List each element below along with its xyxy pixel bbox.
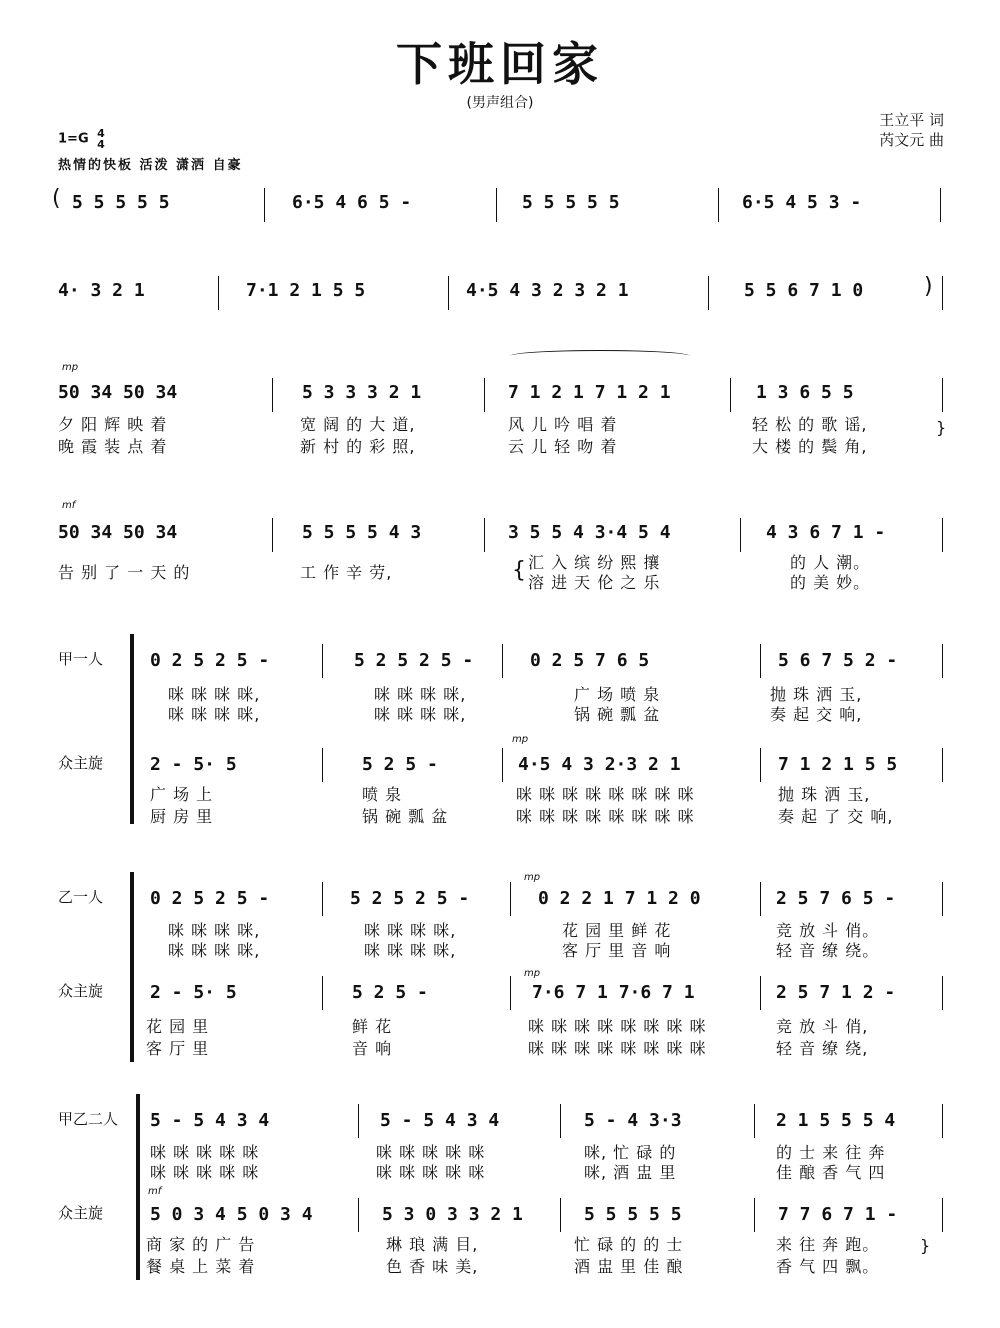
barline <box>502 748 503 782</box>
barline <box>942 748 943 782</box>
dynamic-mark: mp <box>524 872 541 883</box>
barline <box>760 976 761 1010</box>
barline <box>942 644 943 678</box>
barline <box>218 276 219 310</box>
lyric-line: 广 场 上 <box>150 785 214 804</box>
lyric-line: 大 楼 的 鬓 角, <box>752 437 868 456</box>
lyric-line: 奏 起 了 交 响, <box>778 807 894 826</box>
barline <box>942 882 943 916</box>
lyric-line: 咪 咪 咪 咪 咪 <box>376 1143 486 1162</box>
system-bracket <box>136 1094 140 1280</box>
part-label: 众主旋 <box>58 754 104 772</box>
lyric-line: 奏 起 交 响, <box>770 705 863 724</box>
lyric-line: 咪 咪 咪 咪 咪 <box>150 1143 260 1162</box>
key-signature <box>58 128 105 150</box>
barline <box>322 976 323 1010</box>
barline <box>484 518 485 552</box>
notes-m1: 5 5 5 5 5 <box>72 192 170 213</box>
notes-m4: 2 5 7 1 2 - <box>776 982 896 1003</box>
barline <box>718 188 719 222</box>
lyric-line: 咪 咪 咪 咪, <box>374 685 467 704</box>
lyric-line: 花 园 里 <box>146 1017 210 1036</box>
lyric-line: 鲜 花 <box>352 1017 393 1036</box>
composer: 芮文元 曲 <box>879 131 944 149</box>
notes-m4: 7 7 6 7 1 - <box>778 1204 898 1225</box>
notes-m1: 2 - 5· 5 <box>150 754 237 775</box>
barline <box>730 378 731 412</box>
lyric-line: 轻 松 的 歌 谣, <box>752 415 868 434</box>
notes-m1: 0 2 5 2 5 - <box>150 650 270 671</box>
barline <box>760 644 761 678</box>
lyric-line: 佳 酿 香 气 四 <box>776 1163 886 1182</box>
notes-m1: 5 - 5 4 3 4 <box>150 1110 270 1131</box>
notes-m2: 5 3 0 3 3 2 1 <box>382 1204 523 1225</box>
lyric-line: 风 儿 吟 唱 着 <box>508 415 618 434</box>
notes-m3: 0 2 5 7 6 5 <box>530 650 650 671</box>
close-paren: ) <box>924 274 933 299</box>
notes-m2: 5 2 5 2 5 - <box>354 650 474 671</box>
part-label: 甲一人 <box>58 650 104 668</box>
meter-bottom: 4 <box>97 138 105 151</box>
lyric-line: 咪, 酒 盅 里 <box>584 1163 677 1182</box>
barline <box>322 882 323 916</box>
lyric-line: 抛 珠 洒 玉, <box>770 685 863 704</box>
notes-m2: 5 2 5 - <box>352 982 428 1003</box>
barline <box>754 1104 755 1138</box>
notes-m4: 6·5 4 5 3 - <box>742 192 862 213</box>
lyric-line: 咪 咪 咪 咪 咪 咪 咪 咪 <box>528 1039 707 1058</box>
barline <box>942 518 943 552</box>
notes-m1: 50 34 50 34 <box>58 522 178 543</box>
lyric-line: 咪 咪 咪 咪 咪 <box>150 1163 260 1182</box>
key-label: 1=G <box>58 131 89 147</box>
barline <box>322 748 323 782</box>
notes-m3: 7·6 7 1 7·6 7 1 <box>532 982 695 1003</box>
meter-top: 4 <box>97 127 105 140</box>
dynamic-mark: mf <box>148 1186 162 1197</box>
part-label: 众主旋 <box>58 1204 104 1222</box>
lyric-line: 咪 咪 咪 咪, <box>168 705 261 724</box>
barline <box>760 882 761 916</box>
notes-m3: 7 1 2 1 7 1 2 1 <box>508 382 671 403</box>
notes-m1: 4· 3 2 1 <box>58 280 145 301</box>
open-paren: ( <box>52 186 61 211</box>
notes-m2: 5 2 5 - <box>362 754 438 775</box>
barline <box>264 188 265 222</box>
lyric-line: 竞 放 斗 俏。 <box>776 921 880 940</box>
barline <box>484 378 485 412</box>
barline <box>510 882 511 916</box>
part-label: 甲乙二人 <box>58 1110 119 1128</box>
notes-m4: 2 5 7 6 5 - <box>776 888 896 909</box>
notes-m3: 4·5 4 3 2 3 2 1 <box>466 280 629 301</box>
barline <box>760 748 761 782</box>
barline <box>942 378 943 412</box>
lyric-line: 咪 咪 咪 咪 咪 <box>376 1163 486 1182</box>
lyric-line: 咪, 忙 碌 的 <box>584 1143 677 1162</box>
song-subtitle: (男声组合) <box>466 95 534 111</box>
notes-m3: 5 5 5 5 5 <box>522 192 620 213</box>
lyric-line: 咪 咪 咪 咪 咪 咪 咪 咪 <box>516 785 695 804</box>
lyric-brace: } <box>936 418 947 437</box>
barline <box>448 276 449 310</box>
dynamic-mark: mf <box>62 500 76 511</box>
notes-m1: 5 0 3 4 5 0 3 4 <box>150 1204 313 1225</box>
notes-m3: 4·5 4 3 2·3 2 1 <box>518 754 681 775</box>
lyric-line: 咪 咪 咪 咪, <box>364 921 457 940</box>
notes-m2: 5 2 5 2 5 - <box>350 888 470 909</box>
lyric-line: 花 园 里 鲜 花 <box>562 921 672 940</box>
notes-m4: 7 1 2 1 5 5 <box>778 754 898 775</box>
barline <box>272 378 273 412</box>
lyric-line: 色 香 味 美, <box>386 1257 479 1276</box>
crescendo-mark <box>510 350 690 356</box>
barline <box>942 976 943 1010</box>
notes-m4: 5 5 6 7 1 0 <box>744 280 864 301</box>
dynamic-mark: mp <box>512 734 529 745</box>
barline <box>322 644 323 678</box>
barline <box>754 1198 755 1232</box>
lyric-line: 工 作 辛 劳, <box>300 563 393 582</box>
barline <box>560 1104 561 1138</box>
lyric-line: 咪 咪 咪 咪, <box>374 705 467 724</box>
barline <box>942 276 943 310</box>
part-label: 众主旋 <box>58 982 104 1000</box>
lyric-line: 厨 房 里 <box>150 807 214 826</box>
barline <box>942 1104 943 1138</box>
system-bracket <box>130 634 134 824</box>
lyricist: 王立平 词 <box>879 111 944 129</box>
tempo-marking: 热情的快板 活泼 潇洒 自豪 <box>58 158 243 173</box>
notes-m2: 5 5 5 5 4 3 <box>302 522 422 543</box>
lyric-line: 酒 盅 里 佳 酿 <box>574 1257 684 1276</box>
lyric-line: 咪 咪 咪 咪, <box>168 921 261 940</box>
lyric-line: 的 人 潮。 <box>790 553 871 572</box>
time-signature <box>97 128 105 150</box>
barline <box>708 276 709 310</box>
lyric-line: 忙 碌 的 的 士 <box>574 1235 684 1254</box>
lyric-line: 喷 泉 <box>362 785 403 804</box>
lyric-line: 香 气 四 飘。 <box>776 1257 880 1276</box>
lyric-line: 咪 咪 咪 咪 咪 咪 咪 咪 <box>528 1017 707 1036</box>
lyric-line: 的 美 妙。 <box>790 573 871 592</box>
lyric-line: 咪 咪 咪 咪, <box>364 941 457 960</box>
barline <box>496 188 497 222</box>
lyric-line: 音 响 <box>352 1039 393 1058</box>
lyric-line: 锅 碗 瓢 盆 <box>574 705 661 724</box>
lyric-line: 溶 进 天 伦 之 乐 <box>528 573 661 592</box>
system-bracket <box>130 872 134 1062</box>
lyric-line: 汇 入 缤 纷 熙 攘 <box>528 553 661 572</box>
notes-m2: 5 3 3 3 2 1 <box>302 382 422 403</box>
notes-m3: 5 - 4 3·3 <box>584 1110 682 1131</box>
lyric-brace: { <box>512 558 526 583</box>
notes-m3: 3 5 5 4 3·4 5 4 <box>508 522 671 543</box>
lyric-line: 告 别 了 一 天 的 <box>58 563 191 582</box>
notes-m1: 2 - 5· 5 <box>150 982 237 1003</box>
barline <box>510 976 511 1010</box>
lyric-line: 夕 阳 辉 映 着 <box>58 415 168 434</box>
lyric-line: 琳 琅 满 目, <box>386 1235 479 1254</box>
lyric-line: 轻 音 缭 绕, <box>776 1039 869 1058</box>
lyric-line: 广 场 喷 泉 <box>574 685 661 704</box>
lyric-line: 晚 霞 装 点 着 <box>58 437 168 456</box>
lyric-line: 客 厅 里 <box>146 1039 210 1058</box>
notes-m2: 7·1 2 1 5 5 <box>246 280 366 301</box>
credits <box>879 110 944 150</box>
barline <box>940 188 941 222</box>
lyric-line: 商 家 的 广 告 <box>146 1235 256 1254</box>
notes-m4: 5 6 7 5 2 - <box>778 650 898 671</box>
barline <box>740 518 741 552</box>
notes-m4: 1 3 6 5 5 <box>756 382 854 403</box>
barline <box>560 1198 561 1232</box>
lyric-line: 新 村 的 彩 照, <box>300 437 416 456</box>
barline <box>502 644 503 678</box>
lyric-line: 抛 珠 洒 玉, <box>778 785 871 804</box>
notes-m1: 0 2 5 2 5 - <box>150 888 270 909</box>
notes-m1: 50 34 50 34 <box>58 382 178 403</box>
barline <box>272 518 273 552</box>
song-title: 下班回家 <box>396 37 604 91</box>
lyric-line: 的 士 来 往 奔 <box>776 1143 886 1162</box>
lyric-line: 咪 咪 咪 咪 咪 咪 咪 咪 <box>516 807 695 826</box>
barline <box>942 1198 943 1232</box>
notes-m2: 6·5 4 6 5 - <box>292 192 412 213</box>
lyric-line: 锅 碗 瓢 盆 <box>362 807 449 826</box>
lyric-line: 宽 阔 的 大 道, <box>300 415 416 434</box>
lyric-brace: } <box>920 1236 931 1255</box>
notes-m3: 5 5 5 5 5 <box>584 1204 682 1225</box>
lyric-line: 餐 桌 上 菜 着 <box>146 1257 256 1276</box>
part-label: 乙一人 <box>58 888 104 906</box>
lyric-line: 咪 咪 咪 咪, <box>168 941 261 960</box>
lyric-line: 轻 音 缭 绕。 <box>776 941 880 960</box>
lyric-line: 来 往 奔 跑。 <box>776 1235 880 1254</box>
notes-m2: 5 - 5 4 3 4 <box>380 1110 500 1131</box>
lyric-line: 客 厅 里 音 响 <box>562 941 672 960</box>
barline <box>358 1198 359 1232</box>
lyric-line: 咪 咪 咪 咪, <box>168 685 261 704</box>
notes-m4: 4 3 6 7 1 - <box>766 522 886 543</box>
dynamic-mark: mp <box>62 362 79 373</box>
dynamic-mark: mp <box>524 968 541 979</box>
notes-m3: 0 2 2 1 7 1 2 0 <box>538 888 701 909</box>
lyric-line: 竞 放 斗 俏, <box>776 1017 869 1036</box>
lyric-line: 云 儿 轻 吻 着 <box>508 437 618 456</box>
barline <box>358 1104 359 1138</box>
notes-m4: 2 1 5 5 5 4 <box>776 1110 896 1131</box>
